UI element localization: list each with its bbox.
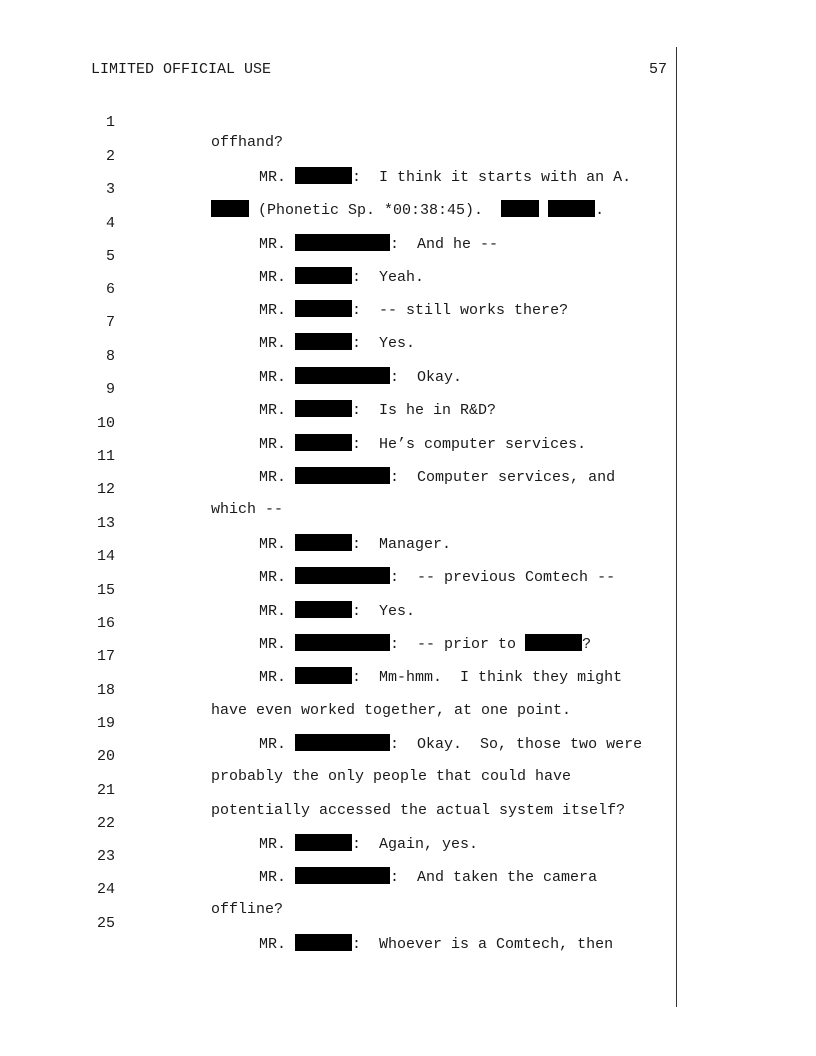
dialogue-text: : Whoever is a Comtech, then bbox=[352, 936, 614, 953]
transcript-line bbox=[0, 194, 676, 253]
line-number: 9 bbox=[105, 381, 115, 398]
dialogue-text: : -- still works there? bbox=[352, 302, 569, 319]
transcript-line bbox=[0, 460, 676, 518]
redaction-box bbox=[295, 934, 352, 951]
dialogue-text: : Okay. bbox=[390, 369, 463, 386]
line-number: 16 bbox=[96, 615, 115, 632]
transcript-line bbox=[0, 794, 676, 853]
transcript-line bbox=[0, 360, 676, 419]
transcript-line bbox=[0, 894, 676, 953]
dialogue-text: : Okay. So, those two were bbox=[390, 736, 643, 753]
transcript-line bbox=[0, 293, 676, 352]
speaker-title: MR. bbox=[259, 569, 287, 586]
line-number: 17 bbox=[96, 648, 115, 665]
speaker-title: MR. bbox=[259, 869, 287, 886]
line-text: offhand? bbox=[211, 134, 284, 151]
line-number: 7 bbox=[105, 314, 115, 331]
speaker-title: MR. bbox=[259, 669, 287, 686]
transcript-line bbox=[0, 93, 676, 151]
speaker-title: MR. bbox=[259, 402, 287, 419]
line-number: 10 bbox=[96, 415, 115, 432]
line-number: 13 bbox=[96, 515, 115, 532]
dialogue-text: : Computer services, and bbox=[390, 469, 616, 486]
line-number: 20 bbox=[96, 748, 115, 765]
speaker-title: MR. bbox=[259, 736, 287, 753]
dialogue-text: : And he -- bbox=[390, 236, 499, 253]
transcript-line bbox=[0, 727, 676, 785]
line-number: 15 bbox=[96, 582, 115, 599]
dialogue-text: : Yes. bbox=[352, 603, 416, 620]
dialogue-text: : And taken the camera bbox=[390, 869, 598, 886]
line-number: 2 bbox=[105, 148, 115, 165]
dialogue-text: : I think it starts with an A. bbox=[352, 169, 632, 186]
dialogue-text: : Mm-hmm. I think they might bbox=[352, 669, 623, 686]
dialogue-text: : -- prior to bbox=[390, 636, 526, 653]
dialogue-text: : Manager. bbox=[352, 536, 452, 553]
dialogue-text: : Yes. bbox=[352, 335, 416, 352]
speaker-title: MR. bbox=[259, 236, 287, 253]
dialogue-text: : -- previous Comtech -- bbox=[390, 569, 616, 586]
dialogue-text: : Yeah. bbox=[352, 269, 425, 286]
speaker-title: MR. bbox=[259, 302, 287, 319]
speaker-title: MR. bbox=[259, 536, 287, 553]
transcript-line bbox=[0, 260, 676, 319]
line-number: 24 bbox=[96, 881, 115, 898]
page-number: 57 bbox=[648, 61, 667, 78]
line-number: 5 bbox=[105, 248, 115, 265]
line-number: 19 bbox=[96, 715, 115, 732]
dialogue-text: : He’s computer services. bbox=[352, 436, 587, 453]
line-text: which -- bbox=[211, 501, 284, 518]
right-margin-rule bbox=[676, 47, 677, 1007]
transcript-line bbox=[0, 394, 676, 453]
line-number: 11 bbox=[96, 448, 115, 465]
line-number: 3 bbox=[105, 181, 115, 198]
speaker-title: MR. bbox=[259, 636, 287, 653]
speaker-title: MR. bbox=[259, 335, 287, 352]
speaker-title: MR. bbox=[259, 436, 287, 453]
transcript-line bbox=[0, 494, 676, 553]
transcript-line bbox=[0, 594, 676, 653]
transcript-line bbox=[0, 127, 676, 186]
transcript-line bbox=[0, 761, 676, 819]
line-number: 12 bbox=[96, 481, 115, 498]
line-number: 1 bbox=[105, 114, 115, 131]
line-number: 25 bbox=[96, 915, 115, 932]
transcript-line bbox=[0, 327, 676, 386]
transcript-line bbox=[0, 661, 676, 719]
transcript-line bbox=[0, 227, 676, 286]
line-number: 14 bbox=[96, 548, 115, 565]
transcript-line bbox=[0, 827, 676, 886]
speaker-title: MR. bbox=[259, 836, 287, 853]
speaker-title: MR. bbox=[259, 469, 287, 486]
line-number: 6 bbox=[105, 281, 115, 298]
speaker-title: MR. bbox=[259, 369, 287, 386]
transcript-line bbox=[0, 427, 676, 486]
speaker-title: MR. bbox=[259, 269, 287, 286]
line-number: 8 bbox=[105, 348, 115, 365]
line-text bbox=[259, 934, 613, 955]
dialogue-text: (Phonetic Sp. *00:38:45). bbox=[249, 202, 502, 219]
speaker-title: MR. bbox=[259, 169, 287, 186]
line-text: potentially accessed the actual system itself? bbox=[211, 802, 626, 819]
transcript-line bbox=[0, 561, 676, 620]
transcript-line bbox=[0, 160, 676, 219]
transcript-line bbox=[0, 527, 676, 586]
line-number: 21 bbox=[96, 782, 115, 799]
line-text: probably the only people that could have bbox=[211, 768, 572, 785]
dialogue-text: : Is he in R&D? bbox=[352, 402, 497, 419]
line-text: have even worked together, at one point. bbox=[211, 702, 572, 719]
dialogue-text: . bbox=[595, 202, 605, 219]
transcript-line bbox=[0, 860, 676, 918]
dialogue-text: : Again, yes. bbox=[352, 836, 479, 853]
line-number: 23 bbox=[96, 848, 115, 865]
line-number: 18 bbox=[96, 682, 115, 699]
dialogue-text: ? bbox=[582, 636, 592, 653]
classification-header: LIMITED OFFICIAL USE bbox=[91, 61, 272, 78]
line-number: 22 bbox=[96, 815, 115, 832]
transcript-line bbox=[0, 694, 676, 753]
line-text: offline? bbox=[211, 901, 284, 918]
speaker-title: MR. bbox=[259, 603, 287, 620]
transcript-line bbox=[0, 627, 676, 686]
speaker-title: MR. bbox=[259, 936, 287, 953]
line-number: 4 bbox=[105, 215, 115, 232]
